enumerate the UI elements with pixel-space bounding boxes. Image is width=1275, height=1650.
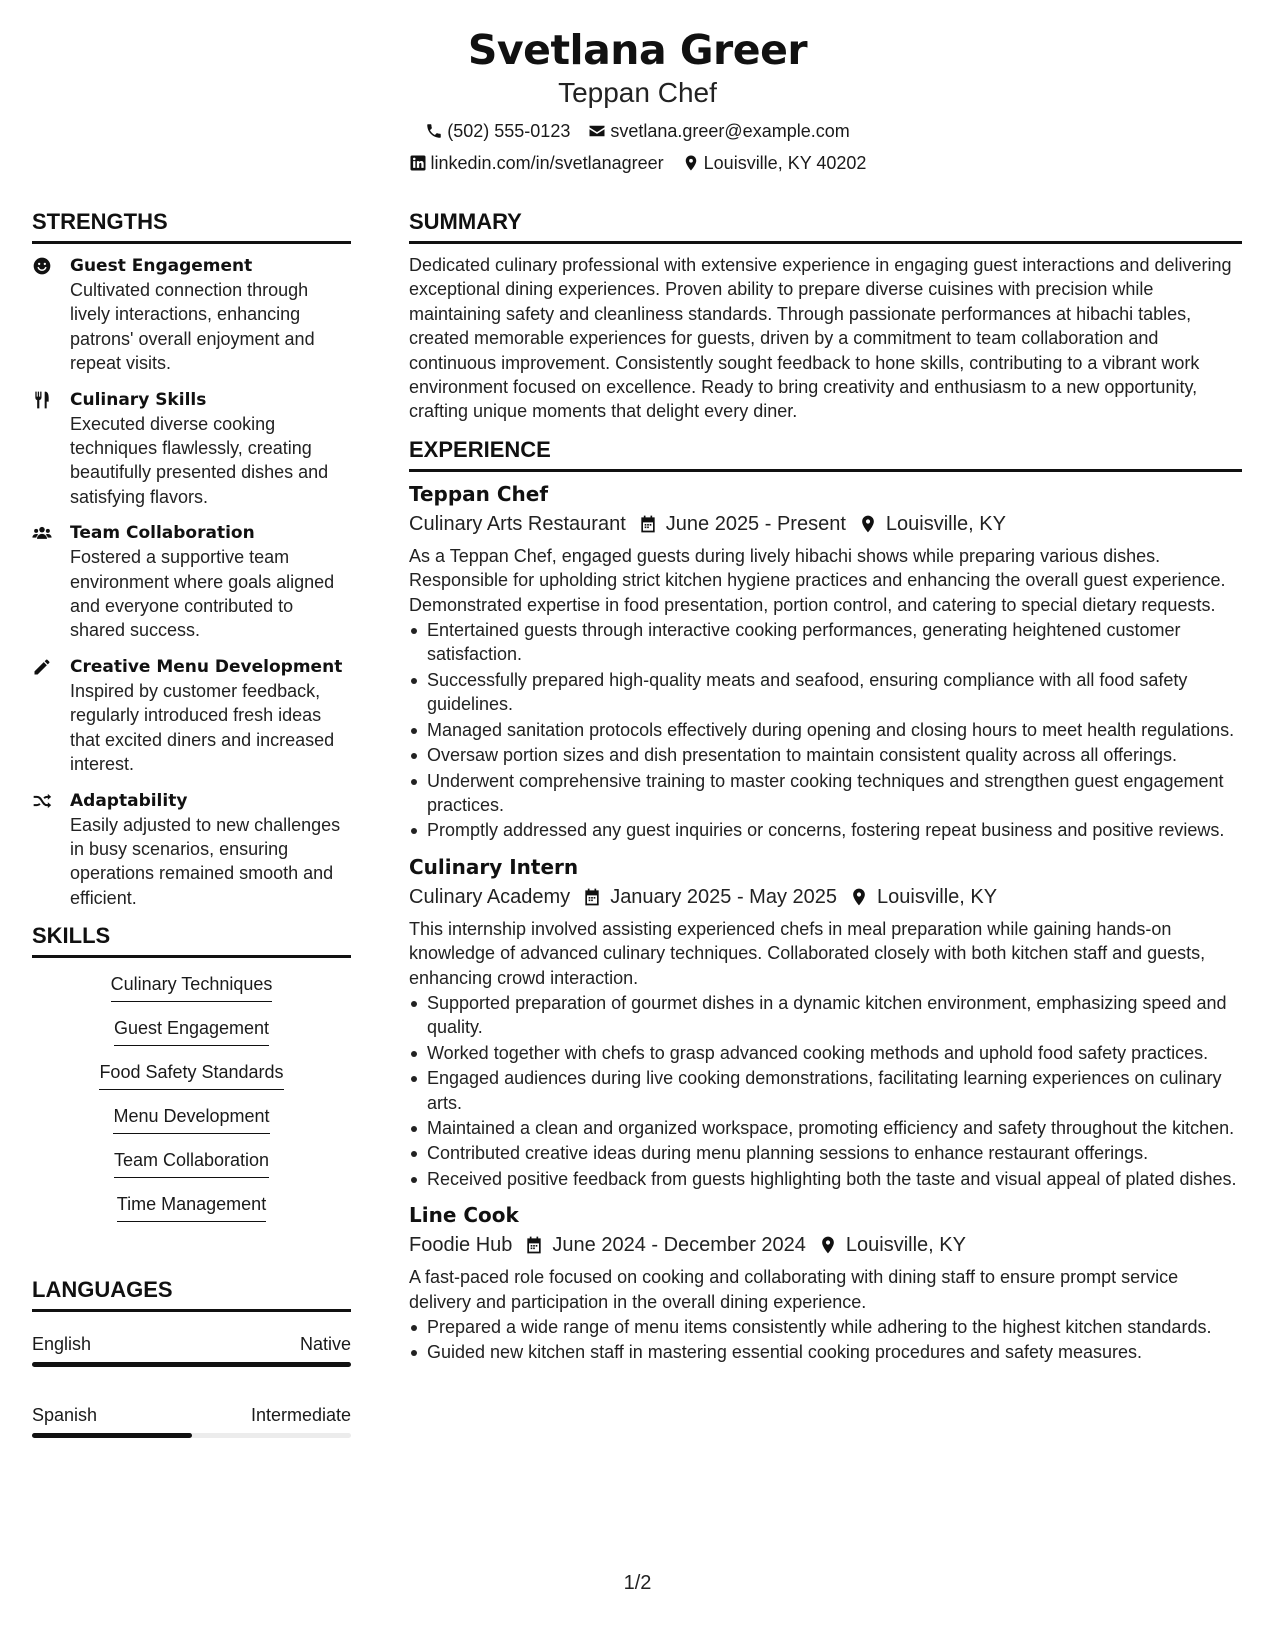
job-location: Louisville, KY xyxy=(885,512,1006,535)
strength-item xyxy=(32,655,351,777)
job-bullet: Successfully prepared high-quality meats and seafood, ensuring compliance with all food safety guidelines. xyxy=(409,668,1242,717)
linkedin-text: linkedin.com/in/svetlanagreer xyxy=(430,153,664,173)
shuffle-icon xyxy=(32,789,70,911)
strength-title: Creative Menu Development xyxy=(70,656,343,677)
skill-tag: Time Management xyxy=(117,1192,266,1222)
job-company: Culinary Academy xyxy=(409,885,571,908)
job-dates: January 2025 - May 2025 xyxy=(610,885,837,908)
candidate-name: Svetlana Greer xyxy=(467,26,808,74)
language-name: English xyxy=(32,1334,92,1355)
calendar-icon xyxy=(638,514,658,534)
job-title: Culinary Intern xyxy=(409,854,579,879)
job-bullets xyxy=(409,1315,1242,1365)
location-contact xyxy=(682,152,867,174)
summary-heading: SUMMARY xyxy=(409,208,1242,244)
job-bullet: Underwent comprehensive training to master cooking techniques and strengthen guest engagement practices. xyxy=(409,769,1242,818)
job-company: Culinary Arts Restaurant xyxy=(409,512,626,535)
job-bullet: Maintained a clean and organized workspace, promoting efficiency and safety throughout the kitchen. xyxy=(409,1116,1242,1140)
skill-tag: Team Collaboration xyxy=(114,1148,269,1178)
language-item xyxy=(32,1332,351,1367)
page-number: 1/2 xyxy=(623,1572,652,1594)
job-bullet: Received positive feedback from guests highlighting both the taste and visual appeal of plated dishes. xyxy=(409,1167,1242,1191)
job-title: Line Cook xyxy=(409,1203,519,1228)
job-meta xyxy=(409,510,1242,538)
right-column xyxy=(409,208,1242,1365)
strength-title: Adaptability xyxy=(70,790,188,811)
resume-header xyxy=(0,24,1275,174)
job-description: A fast-paced role focused on cooking and collaborating with dining staff to ensure prompt service delivery and participation in the overall dining experience. xyxy=(409,1267,1179,1312)
left-column xyxy=(32,208,351,1438)
strength-title: Team Collaboration xyxy=(70,523,255,544)
languages-heading: LANGUAGES xyxy=(32,1276,351,1312)
job-meta xyxy=(409,1231,1242,1259)
linkedin-icon xyxy=(409,154,427,172)
location-text: Louisville, KY 40202 xyxy=(703,153,867,173)
strength-title: Guest Engagement xyxy=(70,256,253,276)
job-entry xyxy=(409,480,1242,843)
job-company: Foodie Hub xyxy=(409,1234,513,1257)
map-pin-icon xyxy=(818,1235,838,1255)
language-item xyxy=(32,1403,351,1438)
contact-row-1 xyxy=(0,120,1275,142)
job-bullet: Contributed creative ideas during menu planning sessions to enhance restaurant offerings. xyxy=(409,1141,1242,1165)
strengths-heading: STRENGTHS xyxy=(32,208,351,244)
envelope-icon xyxy=(588,122,606,140)
calendar-icon xyxy=(582,887,602,907)
users-icon xyxy=(32,521,70,643)
strength-title: Culinary Skills xyxy=(70,389,207,410)
strength-item xyxy=(32,388,351,510)
job-meta xyxy=(409,883,1242,911)
language-name: Spanish xyxy=(32,1405,98,1426)
strength-desc: Easily adjusted to new challenges in busy scenarios, ensuring operations remained smooth and efficient. xyxy=(70,814,341,908)
skill-tag: Food Safety Standards xyxy=(99,1060,283,1090)
skill-tag: Guest Engagement xyxy=(114,1016,269,1046)
summary-text: Dedicated culinary professional with extensive experience in engaging guest interactions and delivering exceptional dining experiences. Proven ability to prepare diverse cuisines with precision while maintaining safety and cleanliness standards. Through passionate performances at hibachi tables, created memorable experiences for guests, driven by a commitment to team collaboration and continuous improvement. Consistently sought feedback to hone skills, contributing to a vibrant work environment focused on excellence. Ready to bring creativity and enthusiasm to a new opportunity, crafting unique moments that delight every diner. xyxy=(409,255,1232,422)
language-level: Native xyxy=(299,1334,351,1355)
job-bullets xyxy=(409,618,1242,843)
skills-list xyxy=(32,972,351,1236)
candidate-role: Teppan Chef xyxy=(558,77,717,108)
language-level: Intermediate xyxy=(250,1405,351,1426)
experience-heading: EXPERIENCE xyxy=(409,436,1242,472)
strength-desc: Fostered a supportive team environment where goals aligned and everyone contributed to shared success. xyxy=(70,547,335,641)
job-bullet: Entertained guests through interactive cooking performances, generating heightened customer satisfaction. xyxy=(409,618,1242,667)
linkedin-contact[interactable] xyxy=(409,152,664,174)
job-title: Teppan Chef xyxy=(409,481,549,506)
job-entry xyxy=(409,1201,1242,1365)
job-dates: June 2025 - Present xyxy=(665,512,846,535)
job-location: Louisville, KY xyxy=(877,885,998,908)
job-bullets xyxy=(409,991,1242,1191)
contact-row-2 xyxy=(0,152,1275,174)
strength-item xyxy=(32,789,351,911)
job-bullet: Engaged audiences during live cooking demonstrations, facilitating learning experiences on culinary arts. xyxy=(409,1066,1242,1115)
phone-text: (502) 555-0123 xyxy=(447,121,571,141)
map-pin-icon xyxy=(682,154,700,172)
map-pin-icon xyxy=(849,887,869,907)
job-dates: June 2024 - December 2024 xyxy=(552,1234,806,1257)
job-description: As a Teppan Chef, engaged guests during lively hibachi shows while preparing various dishes. Responsible for upholding strict kitchen hygiene practices and enhancing the overall guest experience. Demonstrated expertise in food presentation, portion control, and catering to special dietary requests. xyxy=(409,545,1226,615)
strength-desc: Cultivated connection through lively interactions, enhancing patrons' overall enjoyment and repeat visits. xyxy=(70,280,315,374)
job-description: This internship involved assisting experienced chefs in meal preparation while gaining hands-on knowledge of advanced culinary techniques. Collaborated closely with both kitchen staff and guests, enhancing crowd interaction. xyxy=(409,918,1206,988)
job-bullet: Guided new kitchen staff in mastering essential cooking procedures and safety measures. xyxy=(409,1340,1242,1364)
smile-icon xyxy=(32,254,70,376)
pencil-icon xyxy=(32,655,70,777)
skill-tag: Culinary Techniques xyxy=(111,972,273,1002)
utensils-icon xyxy=(32,388,70,510)
strength-desc: Inspired by customer feedback, regularly introduced fresh ideas that excited diners and increased interest. xyxy=(70,680,335,775)
strengths-list xyxy=(32,254,351,910)
job-bullet: Prepared a wide range of menu items consistently while adhering to the highest kitchen standards. xyxy=(409,1315,1242,1339)
job-bullet: Worked together with chefs to grasp advanced cooking methods and uphold food safety practices. xyxy=(409,1041,1242,1065)
proficiency-bar xyxy=(32,1433,351,1438)
email-contact[interactable] xyxy=(588,120,849,142)
job-bullet: Managed sanitation protocols effectively during opening and closing hours to meet health regulations. xyxy=(409,718,1242,742)
phone-icon xyxy=(425,122,443,140)
email-text: svetlana.greer@example.com xyxy=(610,121,850,141)
strength-item xyxy=(32,254,351,376)
strength-desc: Executed diverse cooking techniques flawlessly, creating beautifully presented dishes and satisfying flavors. xyxy=(70,413,329,507)
strength-item xyxy=(32,521,351,643)
map-pin-icon xyxy=(858,514,878,534)
job-location: Louisville, KY xyxy=(845,1234,966,1257)
proficiency-fill xyxy=(32,1362,351,1367)
job-bullet: Oversaw portion sizes and dish presentation to maintain consistent quality across all offerings. xyxy=(409,743,1242,767)
phone-contact[interactable] xyxy=(425,120,570,142)
proficiency-fill xyxy=(32,1433,192,1438)
proficiency-bar xyxy=(32,1362,351,1367)
job-bullet: Promptly addressed any guest inquiries or concerns, fostering repeat business and positive reviews. xyxy=(409,818,1242,842)
calendar-icon xyxy=(524,1235,544,1255)
skill-tag: Menu Development xyxy=(113,1104,269,1134)
job-entry xyxy=(409,853,1242,1191)
skills-heading: SKILLS xyxy=(32,922,351,958)
job-bullet: Supported preparation of gourmet dishes in a dynamic kitchen environment, emphasizing speed and quality. xyxy=(409,991,1242,1040)
